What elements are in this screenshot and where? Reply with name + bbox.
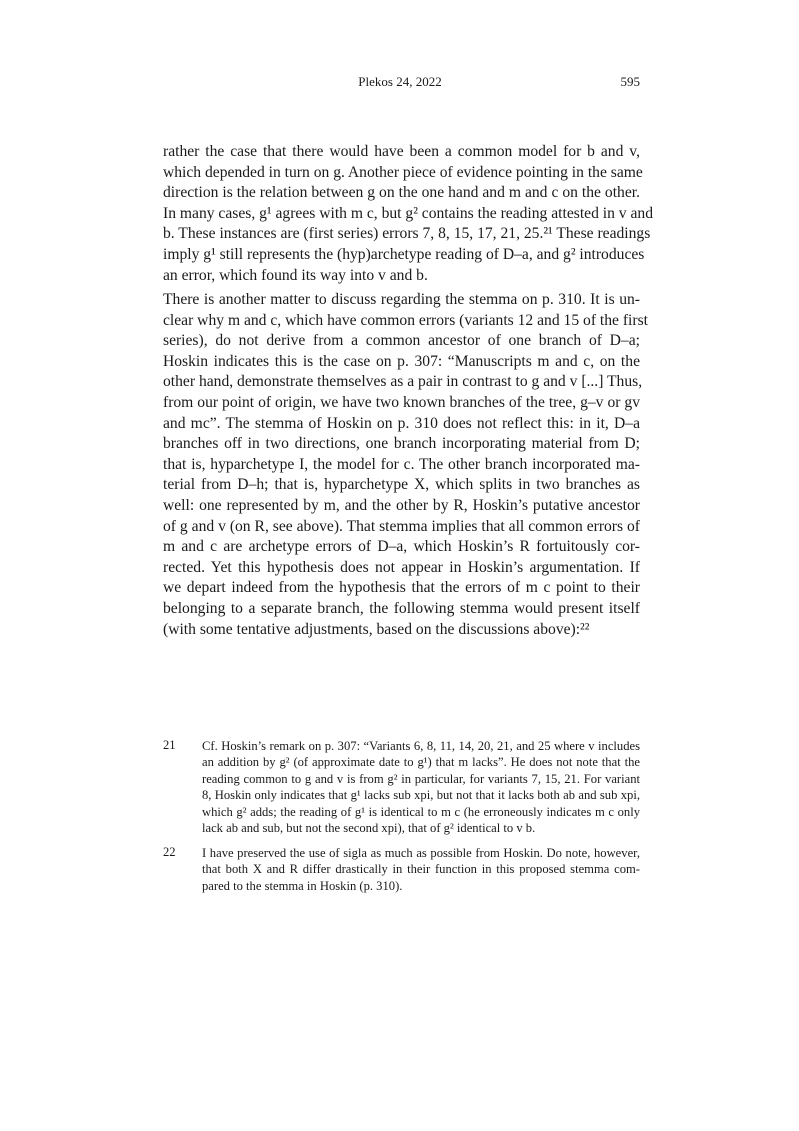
text-line: reading common to g and v is from g² in particular, for variants 7, 15, 21. For variant [202,771,640,786]
text-line: 8, Hoskin only indicates that g¹ lacks sub xpi, but not that it lacks both ab and sub xpi, [202,788,640,803]
text-line: series), do not derive from a common ancestor of one branch of D–a; [163,332,640,350]
text-line: imply g¹ still represents the (hyp)archetype reading of D–a, and g² introduces [163,245,645,263]
text-line: m and c are archetype errors of D–a, which Hoskin’s R fortuitously cor- [163,538,640,556]
text-line: direction is the relation between g on the one hand and m and c on the other. [163,184,640,202]
footnote-22 [163,845,640,894]
text-line: (with some tentative adjustments, based on the discussions above):²² [163,620,590,638]
text-line: that both X and R differ drastically in their function in this proposed stemma com- [202,862,640,877]
text-line: that is, hyparchetype I, the model for c. The other branch incorporated ma- [163,455,640,473]
page-number: 595 [620,74,640,89]
text-line: rected. Yet this hypothesis does not appear in Hoskin’s argumentation. If [163,558,640,576]
text-line: I have preserved the use of sigla as much as possible from Hoskin. Do note, however, [202,846,640,860]
text-line: Cf. Hoskin’s remark on p. 307: “Variants 6, 8, 11, 14, 20, 21, and 25 where v includes [202,739,640,753]
text-line: clear why m and c, which have common errors (variants 12 and 15 of the first [163,311,648,329]
running-header: Plekos 24, 2022 [358,74,442,89]
text-line: we depart indeed from the hypothesis that the errors of m c point to their [163,579,640,597]
text-line: which depended in turn on g. Another piece of evidence pointing in the same [163,163,643,181]
footnote-number: 21 [163,738,176,752]
text-line: an error, which found its way into v and b. [163,266,428,284]
text-line: In many cases, g¹ agrees with m c, but g² contains the reading attested in v and [163,204,654,222]
text-line: terial from D–h; that is, hyparchetype X, which splits in two branches as [163,476,640,494]
text-line: belonging to a separate branch, the following stemma would present itself [163,599,640,617]
text-line: which g² adds; the reading of g¹ is identical to m c (he erroneously indicates m c only [202,804,640,819]
text-line: There is another matter to discuss regarding the stemma on p. 310. It is un- [163,291,640,308]
text-line: pared to the stemma in Hoskin (p. 310). [202,878,403,893]
text-line: of g and v (on R, see above). That stemma implies that all common errors of [163,517,640,535]
text-line: from our point of origin, we have two known branches of the tree, g–v or gv [163,393,640,411]
body-paragraph-1 [163,142,654,286]
text-line: rather the case that there would have been a common model for b and v, [163,143,640,160]
text-line: branches off in two directions, one branch incorporating material from D; [163,435,640,453]
text-line: well: one represented by m, and the other by R, Hoskin’s putative ancestor [163,496,640,514]
footnote-21 [163,738,640,836]
footnote-text [202,845,640,894]
text-line: other hand, demonstrate themselves as a pair in contrast to g and v [...] Thus, [163,373,643,391]
body-paragraph-2 [163,290,648,640]
footnote-text [202,738,640,836]
footnote-number: 22 [163,845,176,859]
text-line: an addition by g² (of approximate date to g¹) that m lacks”. He does not note that the [202,755,640,770]
text-line: b. These instances are (first series) errors 7, 8, 15, 17, 21, 25.²¹ These readings [163,225,651,243]
text-line: Hoskin indicates this is the case on p. 307: “Manuscripts m and c, on the [163,352,640,370]
text-line: and mc”. The stemma of Hoskin on p. 310 does not reflect this: in it, D–a [163,414,640,432]
text-line: lack ab and sub, but not the second xpi), that of g² identical to v b. [202,820,536,835]
